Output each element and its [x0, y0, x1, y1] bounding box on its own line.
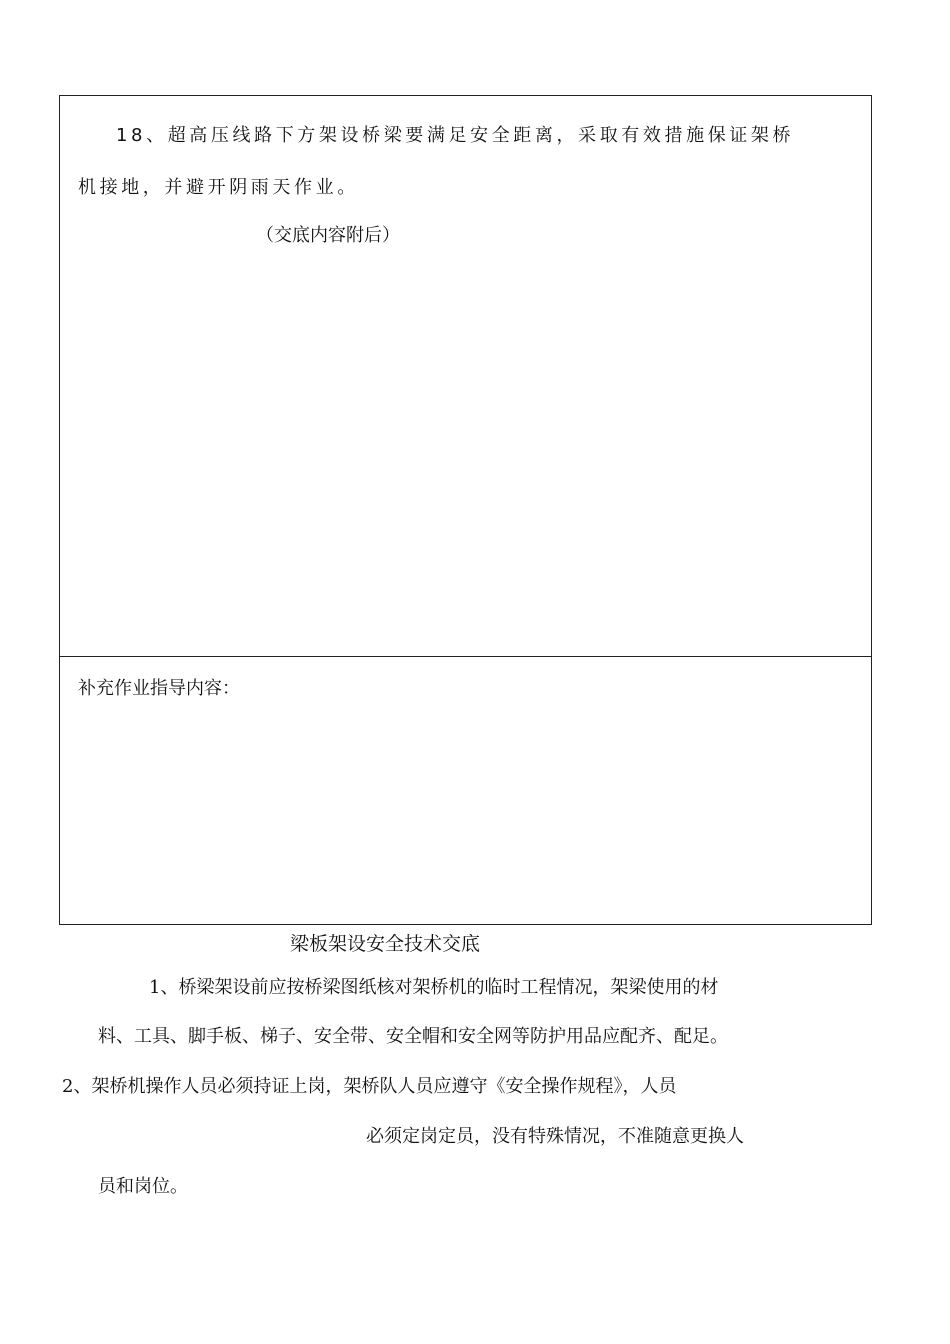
- item-1-line-2: 料、工具、脚手板、梯子、安全带、安全帽和安全网等防护用品应配齐、配足。: [98, 1026, 728, 1047]
- supplement-cell: [60, 657, 871, 925]
- item-18-line-1: 18、超高压线路下方架设桥梁要满足安全距离，采取有效措施保证架桥: [116, 125, 795, 146]
- item-18-line-2: 机接地，并避开阴雨天作业。: [78, 177, 359, 198]
- attachment-note: （交底内容附后）: [256, 225, 400, 246]
- item-2-line-2: 必须定岗定员，没有特殊情况，不准随意更换人: [366, 1126, 744, 1147]
- item-2-line-3: 员和岗位。: [98, 1176, 188, 1197]
- content-cell: [60, 96, 871, 657]
- disclosure-table: [59, 95, 872, 925]
- section-title: 梁板架设安全技术交底: [290, 933, 481, 955]
- supplement-label: 补充作业指导内容：: [78, 678, 240, 699]
- item-2-line-1: 2、架桥机操作人员必须持证上岗，架桥队人员应遵守《安全操作规程》，人员: [62, 1076, 677, 1097]
- item-1-line-1: 1、桥梁架设前应按桥梁图纸核对架桥机的临时工程情况，架梁使用的材: [149, 977, 719, 998]
